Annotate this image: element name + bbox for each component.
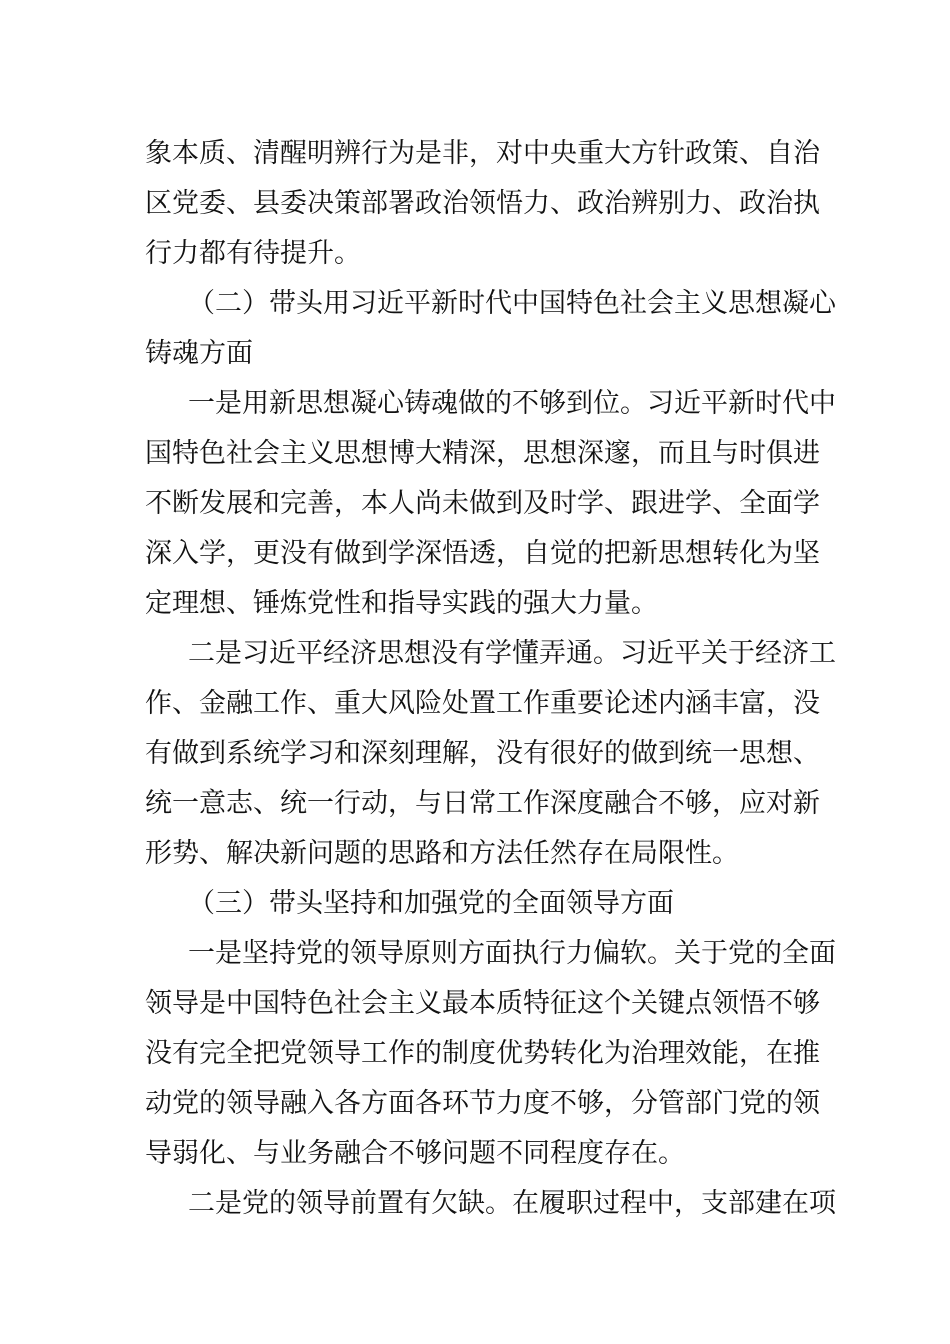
text-line: 一是用新思想凝心铸魂做的不够到位。习近平新时代中	[188, 388, 836, 419]
text-line: 深入学，更没有做到学深悟透，自觉的把新思想转化为坚	[145, 538, 820, 569]
text-line: 没有完全把党领导工作的制度优势转化为治理效能，在推	[145, 1038, 820, 1069]
text-line: 不断发展和完善，本人尚未做到及时学、跟进学、全面学	[145, 488, 820, 519]
text-line: 区党委、县委决策部署政治领悟力、政治辨别力、政治执	[145, 188, 820, 219]
section-heading: （二）带头用习近平新时代中国特色社会主义思想凝心	[188, 288, 836, 319]
text-line: 动党的领导融入各方面各环节力度不够，分管部门党的领	[145, 1088, 820, 1119]
text-line: 行力都有待提升。	[145, 238, 361, 269]
text-line: 一是坚持党的领导原则方面执行力偏软。关于党的全面	[188, 938, 836, 969]
text-line: 有做到系统学习和深刻理解，没有很好的做到统一思想、	[145, 738, 820, 769]
text-line: 作、金融工作、重大风险处置工作重要论述内涵丰富，没	[145, 688, 820, 719]
text-line: 统一意志、统一行动，与日常工作深度融合不够，应对新	[145, 788, 820, 819]
section-heading: 铸魂方面	[145, 338, 253, 369]
text-line: 定理想、锤炼党性和指导实践的强大力量。	[145, 588, 658, 619]
text-line: 二是党的领导前置有欠缺。在履职过程中，支部建在项	[188, 1188, 836, 1219]
section-heading: （三）带头坚持和加强党的全面领导方面	[188, 888, 674, 919]
text-line: 形势、解决新问题的思路和方法任然存在局限性。	[145, 838, 739, 869]
text-line: 导弱化、与业务融合不够问题不同程度存在。	[145, 1138, 685, 1169]
text-line: 二是习近平经济思想没有学懂弄通。习近平关于经济工	[188, 638, 836, 669]
text-line: 国特色社会主义思想博大精深，思想深邃，而且与时俱进	[145, 438, 820, 469]
text-line: 领导是中国特色社会主义最本质特征这个关键点领悟不够	[145, 988, 820, 1019]
text-line: 象本质、清醒明辨行为是非，对中央重大方针政策、自治	[145, 138, 820, 169]
